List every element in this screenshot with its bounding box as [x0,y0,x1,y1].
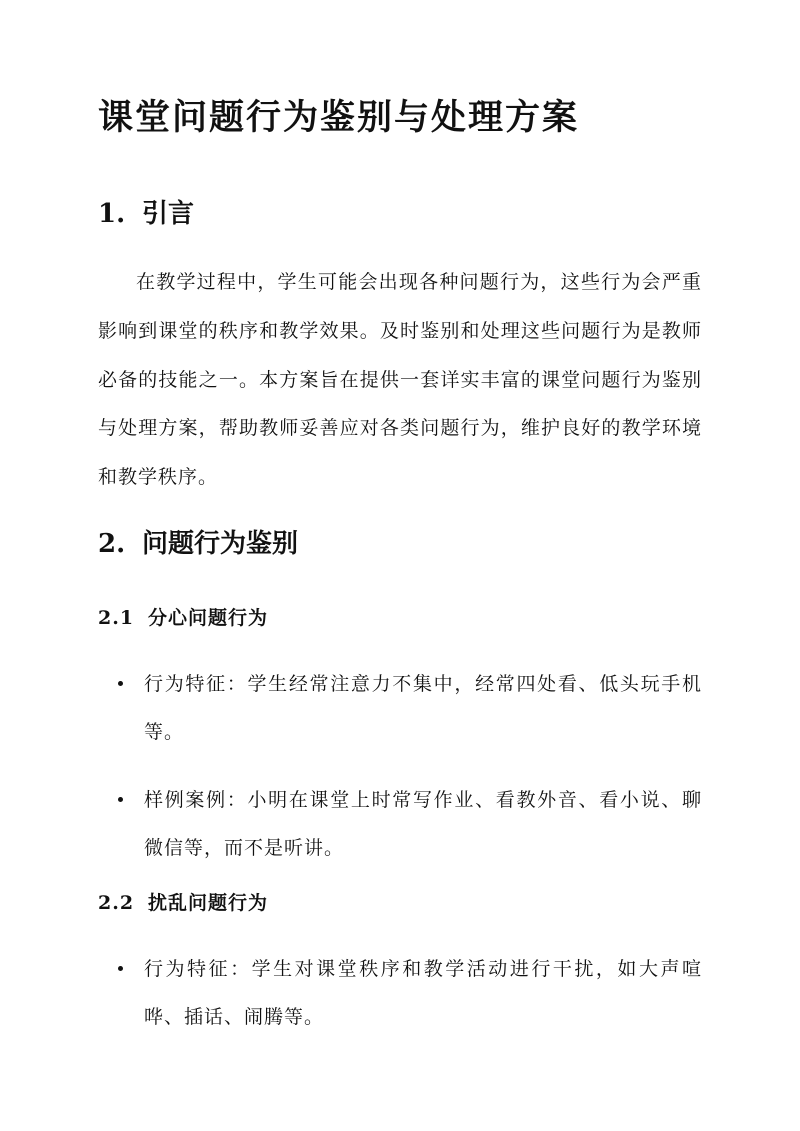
list-item [98,660,702,756]
subsection-number: 2.1 [98,607,135,629]
subsection-heading-disruption [98,888,268,918]
section-heading-identification [98,524,298,564]
subsection-heading-distraction [98,603,268,633]
section-title: 引言 [142,199,195,229]
section-number: 1. [98,199,126,229]
subsection-number: 2.2 [98,892,135,914]
section-heading-introduction [98,194,194,234]
list-item [98,776,702,872]
bullet-icon [118,797,123,802]
distraction-bullet-list [98,660,702,872]
subsection-title: 分心问题行为 [148,607,269,629]
list-item [98,945,702,1041]
document-title: 课堂问题行为鉴别与处理方案 [98,97,580,138]
bullet-text: 样例案例：小明在课堂上时常写作业、看教外音、看小说、聊微信等，而不是听讲。 [144,789,702,859]
introduction-paragraph: 在教学过程中，学生可能会出现各种问题行为，这些行为会严重影响到课堂的秩序和教学效果。及时鉴别和处理这些问题行为是教师必备的技能之一。本方案旨在提供一套详实丰富的课堂问题行为鉴别与处理方案，帮助教师妥善应对各类问题行为，维护良好的教学环境和教学秩序。 [98,271,702,489]
bullet-icon [118,966,123,971]
bullet-icon [118,681,123,686]
disruption-bullet-list [98,945,702,1041]
bullet-text: 行为特征：学生经常注意力不集中，经常四处看、低头玩手机等。 [144,673,702,743]
section-title: 问题行为鉴别 [142,529,299,559]
section-number: 2. [98,529,126,559]
subsection-title: 扰乱问题行为 [148,892,269,914]
bullet-text: 行为特征：学生对课堂秩序和教学活动进行干扰，如大声喧哗、插话、闹腾等。 [144,958,702,1028]
